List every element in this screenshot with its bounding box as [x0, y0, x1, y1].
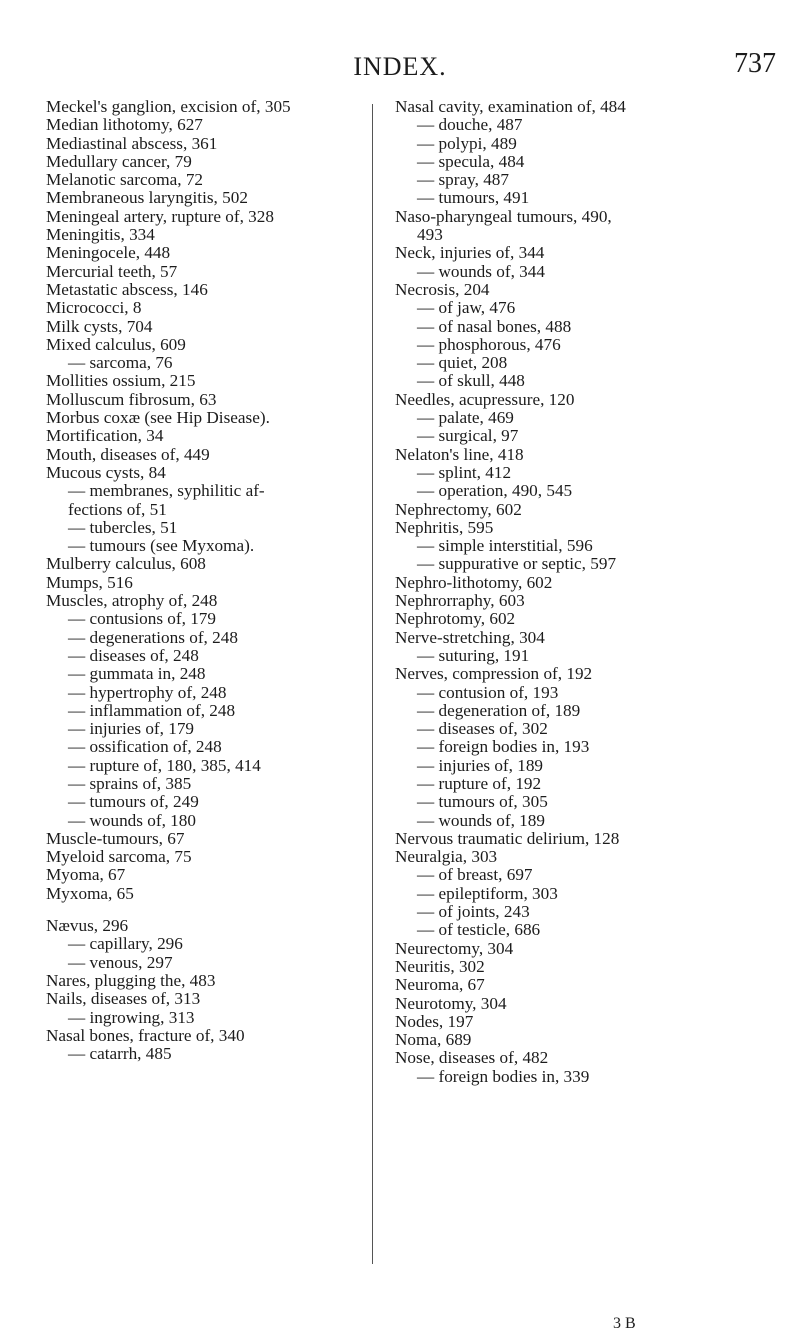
index-entry: — rupture of, 180, 385, 414 — [68, 755, 261, 775]
index-entry: Needles, acupressure, 120 — [395, 389, 575, 409]
column-divider — [372, 104, 373, 1264]
index-entry: Medullary cancer, 79 — [46, 151, 192, 171]
index-entry: — splint, 412 — [417, 462, 512, 482]
index-entry: Neurotomy, 304 — [395, 993, 507, 1013]
index-entry: — epileptiform, 303 — [417, 883, 558, 903]
index-entry: Meningocele, 448 — [46, 243, 171, 263]
index-entry: Membraneous laryngitis, 502 — [46, 188, 248, 208]
index-entry: Nodes, 197 — [395, 1011, 474, 1031]
index-entry: Micrococci, 8 — [46, 298, 142, 318]
index-entry: — palate, 469 — [417, 408, 514, 428]
page-number: 737 — [734, 48, 776, 79]
index-entry: — phosphorous, 476 — [417, 334, 561, 354]
index-column-right — [395, 98, 757, 1086]
index-entry: Nares, plugging the, 483 — [46, 970, 216, 990]
index-entry: Neuritis, 302 — [395, 956, 485, 976]
index-entry: — hypertrophy of, 248 — [68, 682, 227, 702]
index-entry: — douche, 487 — [417, 115, 523, 135]
index-entry: Nervous traumatic delirium, 128 — [395, 828, 620, 848]
index-entry: — of skull, 448 — [417, 371, 525, 391]
index-entry: — venous, 297 — [68, 952, 173, 972]
index-entry: Melanotic sarcoma, 72 — [46, 170, 204, 190]
page-title: INDEX. — [353, 52, 447, 81]
index-entry: Mixed calculus, 609 — [46, 334, 186, 354]
index-entry: Nose, diseases of, 482 — [395, 1048, 549, 1068]
index-entry: — degeneration of, 189 — [417, 700, 581, 720]
index-entry: Mercurial teeth, 57 — [46, 261, 178, 281]
index-entry: Nephro-lithotomy, 602 — [395, 572, 553, 592]
index-entry: Nephrectomy, 602 — [395, 499, 522, 519]
index-entry: Meningeal artery, rupture of, 328 — [46, 206, 274, 226]
index-entry: — operation, 490, 545 — [417, 481, 573, 501]
index-entry: — tumours of, 249 — [68, 792, 199, 812]
index-entry: Mumps, 516 — [46, 572, 133, 592]
index-entry: 493 — [417, 225, 443, 245]
index-entry: Necrosis, 204 — [395, 279, 490, 299]
index-entry: — of nasal bones, 488 — [417, 316, 572, 336]
index-entry: — contusion of, 193 — [417, 682, 559, 702]
index-entry: — of testicle, 686 — [417, 920, 541, 940]
index-entry: — specula, 484 — [417, 151, 525, 171]
index-entry: — contusions of, 179 — [68, 609, 216, 629]
index-entry: Mortification, 34 — [46, 426, 164, 446]
index-entry: — foreign bodies in, 339 — [417, 1066, 590, 1086]
index-entry: Nephritis, 595 — [395, 517, 494, 537]
index-entry: Neurectomy, 304 — [395, 938, 514, 958]
index-entry: Mouth, diseases of, 449 — [46, 444, 210, 464]
index-entry: — injuries of, 189 — [417, 755, 544, 775]
index-entry: — capillary, 296 — [68, 934, 183, 954]
index-entry: fections of, 51 — [68, 499, 167, 519]
index-entry: Nails, diseases of, 313 — [46, 989, 201, 1009]
index-entry: Mulberry calculus, 608 — [46, 554, 206, 574]
index-entry: Noma, 689 — [395, 1030, 472, 1050]
index-entry: — inflammation of, 248 — [68, 700, 236, 720]
index-entry: — suppurative or septic, 597 — [417, 554, 617, 574]
index-entry: Nelaton's line, 418 — [395, 444, 524, 464]
index-column-left — [46, 98, 368, 1063]
index-entry: Naso-pharyngeal tumours, 490, — [395, 206, 612, 226]
index-entry: Myxoma, 65 — [46, 883, 134, 903]
index-entry: Nævus, 296 — [46, 916, 129, 936]
index-entry: — degenerations of, 248 — [68, 627, 238, 647]
index-entry: — tubercles, 51 — [68, 517, 178, 537]
index-entry: — ossification of, 248 — [68, 737, 222, 757]
index-entry: — wounds of, 189 — [417, 810, 545, 830]
index-entry: — polypi, 489 — [417, 133, 517, 153]
index-entry: Mollities ossium, 215 — [46, 371, 196, 391]
index-entry: Nerve-stretching, 304 — [395, 627, 545, 647]
index-entry: Milk cysts, 704 — [46, 316, 153, 336]
index-entry: — of breast, 697 — [417, 865, 533, 885]
index-entry: — sarcoma, 76 — [68, 353, 173, 373]
index-entry: Nephrorraphy, 603 — [395, 591, 525, 611]
index-entry: — membranes, syphilitic af- — [68, 481, 265, 501]
index-entry: Mucous cysts, 84 — [46, 462, 166, 482]
index-entry: — diseases of, 248 — [68, 645, 199, 665]
index-entry: Myeloid sarcoma, 75 — [46, 847, 192, 867]
index-entry: Meckel's ganglion, excision of, 305 — [46, 97, 291, 116]
index-entry: — wounds of, 180 — [68, 810, 196, 830]
index-entry: — spray, 487 — [417, 170, 509, 190]
index-entry: Nasal cavity, examination of, 484 — [395, 97, 626, 116]
index-entry: Myoma, 67 — [46, 865, 126, 885]
index-entry: — simple interstitial, 596 — [417, 536, 593, 556]
index-entry: Metastatic abscess, 146 — [46, 279, 208, 299]
index-entry: Meningitis, 334 — [46, 225, 155, 245]
index-entry: Neck, injuries of, 344 — [395, 243, 545, 263]
index-entry: Nerves, compression of, 192 — [395, 664, 593, 684]
index-entry: — diseases of, 302 — [417, 719, 548, 739]
index-entry: Nasal bones, fracture of, 340 — [46, 1025, 245, 1045]
index-entry: — foreign bodies in, 193 — [417, 737, 590, 757]
index-entry: — tumours of, 305 — [417, 792, 548, 812]
index-entry: — sprains of, 385 — [68, 773, 192, 793]
index-entry: — ingrowing, 313 — [68, 1007, 195, 1027]
index-entry: — of jaw, 476 — [417, 298, 516, 318]
section-gap — [46, 903, 368, 917]
index-entry: Muscles, atrophy of, 248 — [46, 591, 218, 611]
index-entry: — of joints, 243 — [417, 902, 530, 922]
index-entry: — tumours (see Myxoma). — [68, 536, 255, 556]
index-entry: — rupture of, 192 — [417, 773, 542, 793]
index-entry: — wounds of, 344 — [417, 261, 545, 281]
index-entry: Nephrotomy, 602 — [395, 609, 516, 629]
index-entry: — tumours, 491 — [417, 188, 530, 208]
index-entry: Median lithotomy, 627 — [46, 115, 203, 135]
index-entry: Muscle-tumours, 67 — [46, 828, 185, 848]
index-entry: Neuroma, 67 — [395, 975, 485, 995]
index-entry: — quiet, 208 — [417, 353, 508, 373]
index-entry: Mediastinal abscess, 361 — [46, 133, 218, 153]
signature-mark: 3 B — [613, 1315, 636, 1332]
index-entry: — catarrh, 485 — [68, 1044, 172, 1064]
index-entry: Neuralgia, 303 — [395, 847, 498, 867]
index-entry: — suturing, 191 — [417, 645, 530, 665]
page-header — [0, 48, 800, 88]
index-entry: — surgical, 97 — [417, 426, 519, 446]
index-entry: Morbus coxæ (see Hip Disease). — [46, 408, 270, 428]
index-entry: Molluscum fibrosum, 63 — [46, 389, 217, 409]
index-entry: — injuries of, 179 — [68, 719, 195, 739]
index-entry: — gummata in, 248 — [68, 664, 206, 684]
